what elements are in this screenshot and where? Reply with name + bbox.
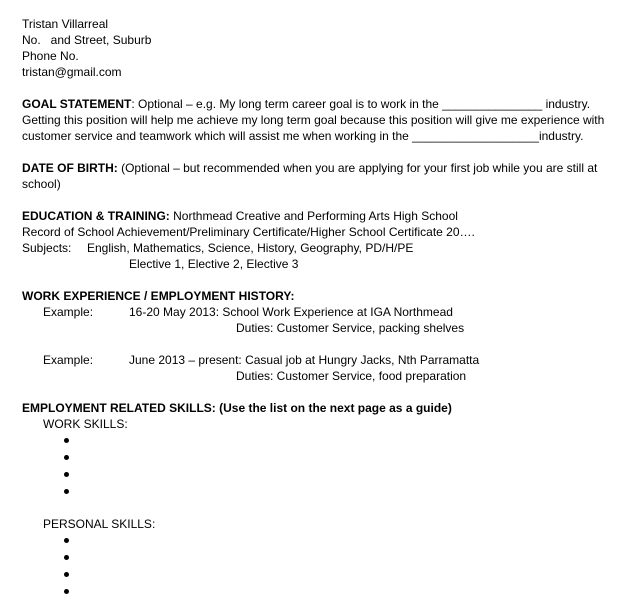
list-item — [64, 449, 627, 466]
work-entry — [22, 304, 627, 336]
dob-heading: DATE OF BIRTH: — [22, 161, 118, 175]
work-heading-line — [22, 288, 627, 304]
list-item — [64, 566, 627, 583]
education-record: Record of School Achievement/Preliminary Certificate/Higher School Certificate 20…. — [22, 225, 475, 239]
work-skills-list — [22, 432, 627, 500]
dob-text: (Optional – but recommended when you are applying for your first job while you are still at school) — [22, 161, 598, 191]
applicant-email: tristan@gmail.com — [22, 65, 122, 79]
date-of-birth — [22, 160, 627, 192]
goal-heading: GOAL STATEMENT — [22, 97, 132, 111]
work-entry — [22, 352, 627, 384]
work-heading: WORK EXPERIENCE / EMPLOYMENT HISTORY: — [22, 289, 295, 303]
work-entry-duties: Duties: Customer Service, food preparation — [236, 369, 467, 383]
list-item — [64, 483, 627, 500]
electives-list: Elective 1, Elective 2, Elective 3 — [129, 257, 299, 271]
personal-skills-label: PERSONAL SKILLS: — [43, 517, 156, 531]
education-school: Northmead Creative and Performing Arts High School — [169, 209, 458, 223]
list-item — [64, 466, 627, 483]
work-entry-label: Example: — [43, 353, 94, 367]
list-item — [64, 583, 627, 600]
applicant-phone: Phone No. — [22, 49, 79, 63]
education-heading-line — [22, 208, 627, 224]
goal-statement — [22, 96, 627, 144]
list-item — [64, 549, 627, 566]
work-entry-title: 16-20 May 2013: School Work Experience at IGA Northmead — [129, 305, 453, 319]
list-item — [64, 532, 627, 549]
skills-heading-line — [22, 400, 627, 416]
resume-document — [22, 16, 627, 600]
list-item — [64, 432, 627, 449]
education-subjects-line — [22, 240, 627, 256]
work-entry-duties: Duties: Customer Service, packing shelves — [236, 321, 465, 335]
education-heading: EDUCATION & TRAINING: — [22, 209, 170, 223]
goal-text: : Optional – e.g. My long term career goal is to work in the _______________ industry. Getting this position will help me achieve my long term goal because this position will give me experience with customer service and teamwork which will assist me when working in the ___________________industry. — [22, 97, 605, 143]
work-entry-title: June 2013 – present: Casual job at Hungry Jacks, Nth Parramatta — [129, 353, 480, 367]
personal-skills-list — [22, 532, 627, 600]
applicant-address: No. and Street, Suburb — [22, 33, 152, 47]
work-entry-label: Example: — [43, 305, 94, 319]
work-skills-label: WORK SKILLS: — [43, 417, 128, 431]
subjects-list: English, Mathematics, Science, History, Geography, PD/H/PE — [87, 241, 414, 255]
subjects-label: Subjects: — [22, 241, 72, 255]
skills-heading: EMPLOYMENT RELATED SKILLS: (Use the list on the next page as a guide) — [22, 401, 452, 415]
applicant-name: Tristan Villarreal — [22, 17, 109, 31]
